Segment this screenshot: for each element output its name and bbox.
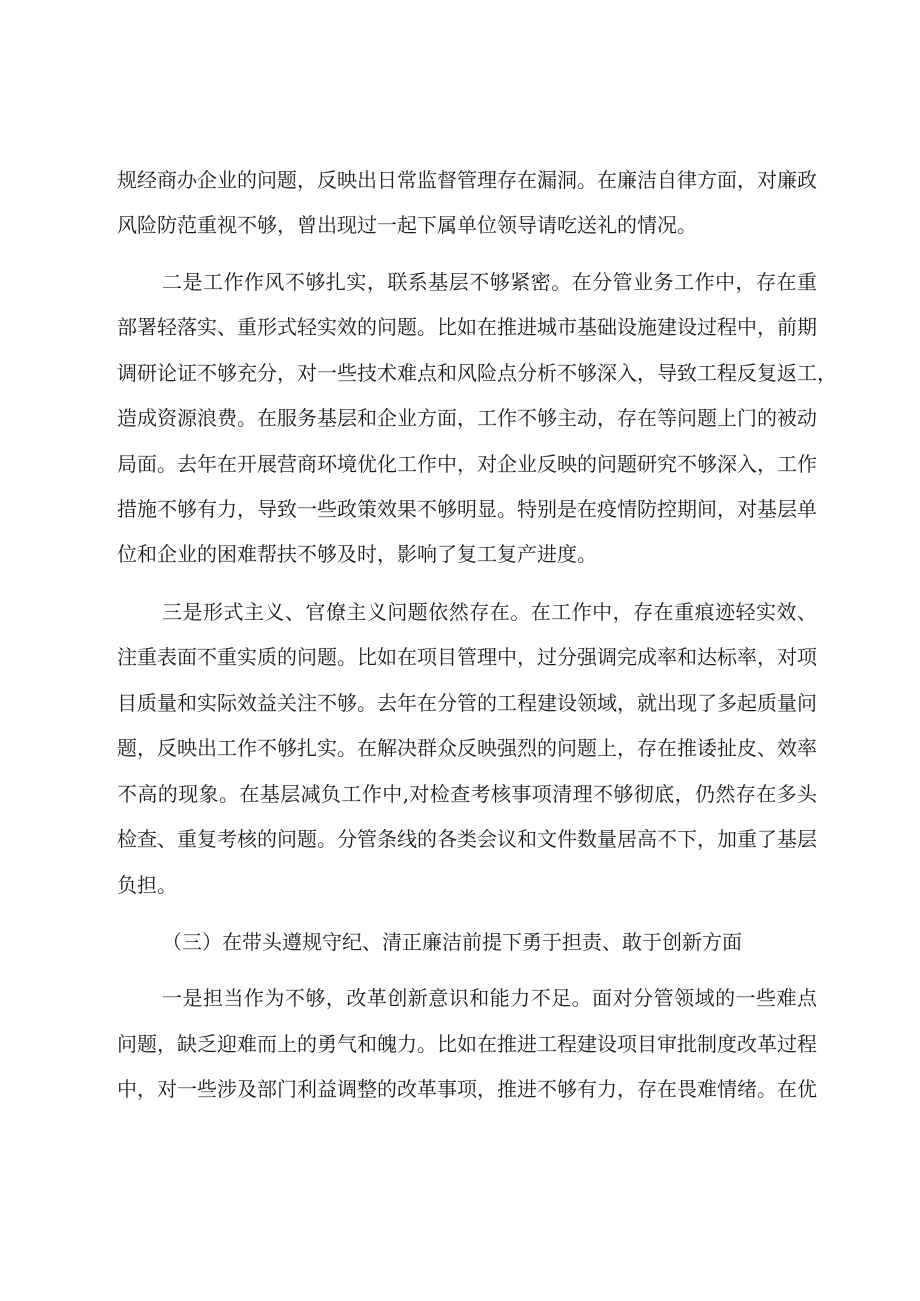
body-line: 中，对一些涉及部门利益调整的改革事项，推进不够有力，存在畏难情绪。在优 — [117, 1077, 817, 1101]
body-line: 检查、重复考核的问题。分管条线的各类会议和文件数量居高不下，加重了基层 — [117, 827, 817, 851]
body-line: 造成资源浪费。在服务基层和企业方面，工作不够主动，存在等问题上门的被动 — [117, 406, 817, 430]
body-line: 题，反映出工作不够扎实。在解决群众反映强烈的问题上，存在推诿扯皮、效率 — [117, 736, 817, 760]
body-line: 规经商办企业的问题，反映出日常监督管理存在漏洞。在廉洁自律方面，对廉政 — [117, 168, 817, 192]
body-line: 位和企业的困难帮扶不够及时，影响了复工复产进度。 — [117, 542, 597, 566]
body-line: 调研论证不够充分，对一些技术难点和风险点分析不够深入，导致工程反复返工， — [117, 361, 837, 385]
body-line: 局面。去年在开展营商环境优化工作中，对企业反映的问题研究不够深入，工作 — [117, 452, 817, 476]
paragraph-first-line: 二是工作作风不够扎实，联系基层不够紧密。在分管业务工作中，存在重 — [162, 270, 817, 294]
body-line: 措施不够有力，导致一些政策效果不够明显。特别是在疫情防控期间，对基层单 — [117, 497, 817, 521]
body-line: 负担。 — [117, 873, 177, 897]
section-heading: （三）在带头遵规守纪、清正廉洁前提下勇于担责、敢于创新方面 — [162, 930, 742, 954]
paragraph-first-line: 一是担当作为不够，改革创新意识和能力不足。面对分管领域的一些难点 — [162, 986, 817, 1010]
body-line: 注重表面不重实质的问题。比如在项目管理中，过分强调完成率和达标率，对项 — [117, 645, 817, 669]
body-line: 部署轻落实、重形式轻实效的问题。比如在推进城市基础设施建设过程中，前期 — [117, 315, 817, 339]
body-line: 问题，缺乏迎难而上的勇气和魄力。比如在推进工程建设项目审批制度改革过程 — [117, 1032, 817, 1056]
paragraph-first-line: 三是形式主义、官僚主义问题依然存在。在工作中，存在重痕迹轻实效、 — [162, 600, 817, 624]
body-line: 风险防范重视不够，曾出现过一起下属单位领导请吃送礼的情况。 — [117, 213, 697, 237]
body-line: 目质量和实际效益关注不够。去年在分管的工程建设领域，就出现了多起质量问 — [117, 691, 817, 715]
body-line: 不高的现象。在基层减负工作中,对检查考核事项清理不够彻底，仍然存在多头 — [117, 782, 817, 806]
